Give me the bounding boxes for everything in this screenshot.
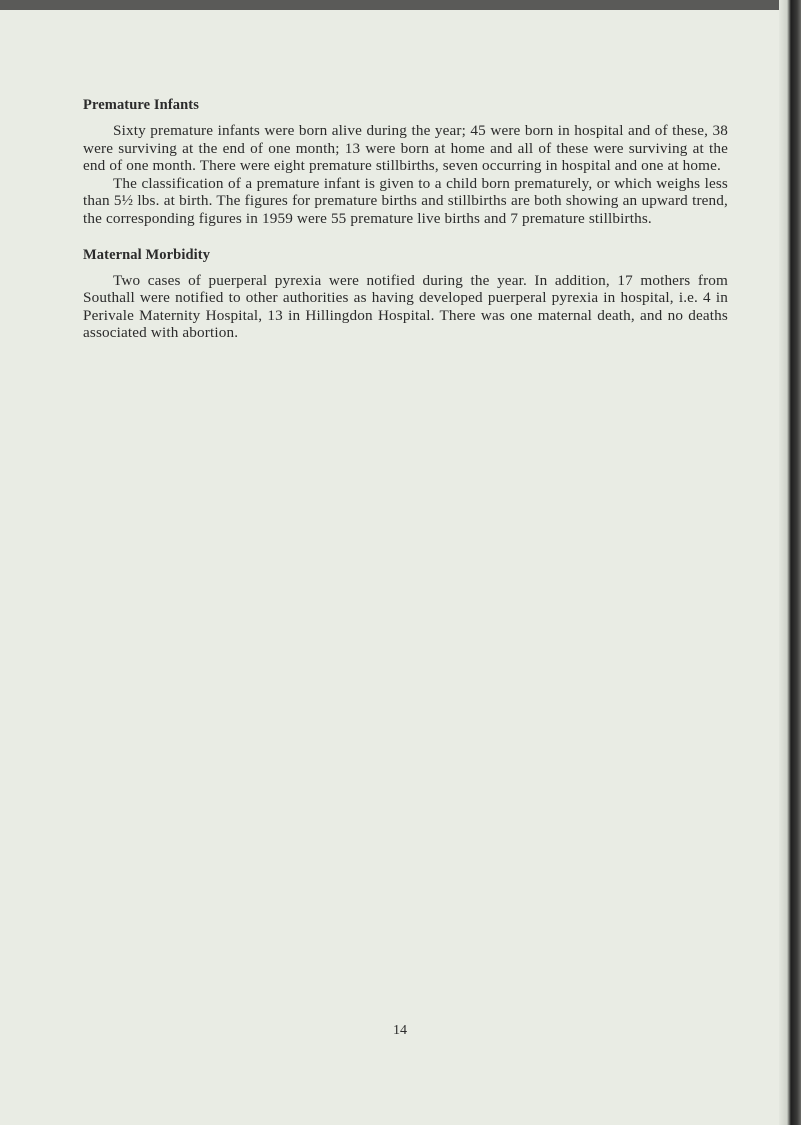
document-page	[0, 10, 779, 1125]
scan-top-border	[0, 0, 801, 10]
section-heading-maternal-morbidity: Maternal Morbidity	[83, 246, 211, 263]
page-content	[83, 97, 728, 342]
section-maternal-morbidity	[83, 247, 728, 342]
section-premature-infants	[83, 97, 728, 228]
paragraph-premature-infants-2: The classification of a premature infant is given to a child born prematurely, or which weighs less than 5½ lbs. at birth. The figures for premature births and stillbirths are both showing an upward trend, the corresponding figures in 1959 were 55 premature live births and 7 premature stillbirths.	[83, 174, 728, 227]
paragraph-premature-infants-1: Sixty premature infants were born alive during the year; 45 were born in hospital and of these, 38 were surviving at the end of one month; 13 were born at home and all of these were surviving at the end of one month. There were eight premature stillbirths, seven occurring in hospital and one at home.	[83, 122, 728, 175]
paragraph-maternal-morbidity-1: Two cases of puerperal pyrexia were notified during the year. In addition, 17 mothers from Southall were notified to other authorities as having developed puerperal pyrexia in hospital, i.e. 4 in Perivale Maternity Hospital, 13 in Hillingdon Hospital. There was one maternal death, and no deaths associated with abortion.	[83, 271, 728, 342]
page-number: 14	[393, 1023, 407, 1038]
section-heading-premature-infants: Premature Infants	[83, 97, 199, 113]
book-spine-edge	[779, 0, 801, 1125]
